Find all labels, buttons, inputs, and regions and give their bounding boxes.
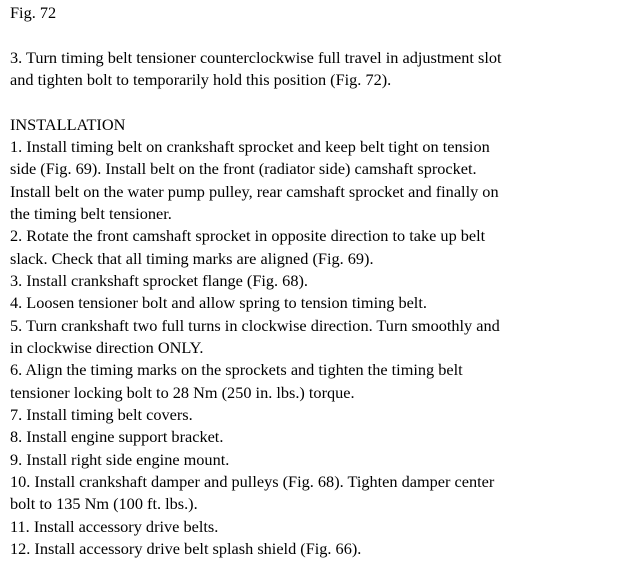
install-step-8: 8. Install engine support bracket. bbox=[10, 427, 224, 446]
install-step-4: 4. Loosen tensioner bolt and allow spring to tension timing belt. bbox=[10, 293, 427, 312]
install-step-1-line-2: side (Fig. 69). Install belt on the front (radiator side) camshaft sprocket. bbox=[10, 159, 477, 178]
install-step-1-line-4: the timing belt tensioner. bbox=[10, 204, 172, 223]
install-step-6-line-1: 6. Align the timing marks on the sprockets and tighten the timing belt bbox=[10, 360, 463, 379]
install-step-6-line-2: tensioner locking bolt to 28 Nm (250 in. lbs.) torque. bbox=[10, 383, 355, 402]
install-step-3: 3. Install crankshaft sprocket flange (Fig. 68). bbox=[10, 271, 308, 290]
install-step-5-line-2: in clockwise direction ONLY. bbox=[10, 338, 204, 357]
install-step-2-line-1: 2. Rotate the front camshaft sprocket in opposite direction to take up belt bbox=[10, 226, 486, 245]
install-step-12: 12. Install accessory drive belt splash shield (Fig. 66). bbox=[10, 539, 362, 558]
install-step-2-line-2: slack. Check that all timing marks are aligned (Fig. 69). bbox=[10, 249, 374, 268]
install-step-5-line-1: 5. Turn crankshaft two full turns in clockwise direction. Turn smoothly and bbox=[10, 316, 500, 335]
step-3-line-2: and tighten bolt to temporarily hold this position (Fig. 72). bbox=[10, 70, 392, 89]
install-step-1-line-3: Install belt on the water pump pulley, rear camshaft sprocket and finally on bbox=[10, 182, 499, 201]
install-step-11: 11. Install accessory drive belts. bbox=[10, 517, 219, 536]
install-step-7: 7. Install timing belt covers. bbox=[10, 405, 193, 424]
installation-heading: INSTALLATION bbox=[10, 115, 126, 134]
figure-caption: Fig. 72 bbox=[10, 3, 57, 22]
install-step-10-line-1: 10. Install crankshaft damper and pulleys (Fig. 68). Tighten damper center bbox=[10, 472, 495, 491]
install-step-10-line-2: bolt to 135 Nm (100 ft. lbs.). bbox=[10, 494, 198, 513]
install-step-9: 9. Install right side engine mount. bbox=[10, 450, 230, 469]
step-3-line-1: 3. Turn timing belt tensioner counterclockwise full travel in adjustment slot bbox=[10, 48, 502, 67]
install-step-1-line-1: 1. Install timing belt on crankshaft sprocket and keep belt tight on tension bbox=[10, 137, 490, 156]
